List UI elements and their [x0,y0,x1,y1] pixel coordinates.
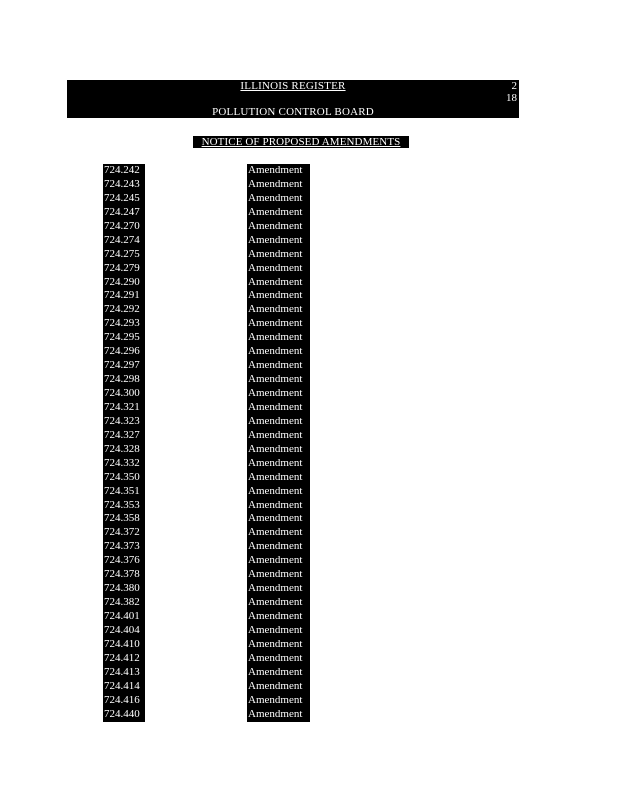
proposed-action: Amendment [247,401,310,415]
section-number: 724.293 [103,317,145,331]
section-number: 724.404 [103,624,145,638]
list-item [0,596,618,610]
section-number: 724.380 [103,582,145,596]
section-number: 724.350 [103,471,145,485]
section-number: 724.298 [103,373,145,387]
section-number: 724.300 [103,387,145,401]
section-number: 724.242 [103,164,145,178]
agency-name: POLLUTION CONTROL BOARD [212,106,374,118]
list-item [0,178,618,192]
section-number: 724.401 [103,610,145,624]
proposed-action: Amendment [247,666,310,680]
list-item [0,401,618,415]
section-number: 724.328 [103,443,145,457]
section-number: 724.382 [103,596,145,610]
proposed-action: Amendment [247,359,310,373]
list-item [0,206,618,220]
section-number: 724.413 [103,666,145,680]
list-item [0,192,618,206]
section-number: 724.321 [103,401,145,415]
section-number: 724.290 [103,276,145,290]
page-number: 2 [511,80,517,92]
list-item [0,680,618,694]
list-item [0,526,618,540]
proposed-action: Amendment [247,178,310,192]
section-number: 724.412 [103,652,145,666]
proposed-action: Amendment [247,415,310,429]
proposed-action: Amendment [247,652,310,666]
list-item [0,345,618,359]
volume-number: 18 [506,92,517,104]
section-number: 724.414 [103,680,145,694]
list-item [0,499,618,513]
proposed-action: Amendment [247,164,310,178]
proposed-action: Amendment [247,624,310,638]
section-number: 724.378 [103,568,145,582]
section-number: 724.274 [103,234,145,248]
list-item [0,610,618,624]
proposed-action: Amendment [247,526,310,540]
proposed-action: Amendment [247,680,310,694]
list-item [0,666,618,680]
list-item [0,303,618,317]
list-item [0,694,618,708]
proposed-action: Amendment [247,429,310,443]
proposed-action: Amendment [247,373,310,387]
section-number: 724.323 [103,415,145,429]
proposed-action: Amendment [247,554,310,568]
register-header [67,80,519,118]
list-item [0,331,618,345]
list-item [0,485,618,499]
proposed-action: Amendment [247,262,310,276]
list-item [0,373,618,387]
proposed-action: Amendment [247,512,310,526]
proposed-action: Amendment [247,303,310,317]
list-item [0,652,618,666]
page-reference [506,80,517,104]
list-item [0,708,618,722]
proposed-action: Amendment [247,457,310,471]
proposed-action: Amendment [247,206,310,220]
proposed-action: Amendment [247,638,310,652]
section-number: 724.416 [103,694,145,708]
list-item [0,220,618,234]
section-number: 724.292 [103,303,145,317]
proposed-action: Amendment [247,192,310,206]
proposed-action: Amendment [247,248,310,262]
proposed-action: Amendment [247,694,310,708]
proposed-action: Amendment [247,234,310,248]
section-number: 724.358 [103,512,145,526]
list-item [0,540,618,554]
list-item [0,471,618,485]
list-item [0,582,618,596]
section-number: 724.297 [103,359,145,373]
proposed-action: Amendment [247,499,310,513]
section-number: 724.295 [103,331,145,345]
list-item [0,512,618,526]
list-item [0,289,618,303]
section-number: 724.332 [103,457,145,471]
proposed-action: Amendment [247,345,310,359]
section-number: 724.376 [103,554,145,568]
section-number: 724.353 [103,499,145,513]
section-number: 724.351 [103,485,145,499]
list-item [0,164,618,178]
section-number: 724.243 [103,178,145,192]
notice-heading: NOTICE OF PROPOSED AMENDMENTS [193,136,409,148]
list-item [0,415,618,429]
proposed-action: Amendment [247,485,310,499]
proposed-action: Amendment [247,331,310,345]
list-item [0,554,618,568]
proposed-action: Amendment [247,568,310,582]
list-item [0,276,618,290]
proposed-action: Amendment [247,387,310,401]
register-title: ILLINOIS REGISTER [240,80,346,92]
list-item [0,262,618,276]
list-item [0,248,618,262]
section-number: 724.291 [103,289,145,303]
proposed-action: Amendment [247,540,310,554]
section-number: 724.270 [103,220,145,234]
section-number: 724.373 [103,540,145,554]
proposed-action: Amendment [247,443,310,457]
proposed-action: Amendment [247,276,310,290]
list-item [0,624,618,638]
proposed-action: Amendment [247,582,310,596]
section-number: 724.372 [103,526,145,540]
section-number: 724.275 [103,248,145,262]
section-number: 724.279 [103,262,145,276]
section-number: 724.327 [103,429,145,443]
section-number: 724.440 [103,708,145,722]
section-number: 724.410 [103,638,145,652]
list-item [0,387,618,401]
list-item [0,638,618,652]
proposed-action: Amendment [247,289,310,303]
section-number: 724.296 [103,345,145,359]
proposed-action: Amendment [247,317,310,331]
list-item [0,568,618,582]
proposed-action: Amendment [247,596,310,610]
sections-list [0,164,618,722]
section-number: 724.245 [103,192,145,206]
proposed-action: Amendment [247,708,310,722]
list-item [0,317,618,331]
list-item [0,443,618,457]
list-item [0,457,618,471]
list-item [0,359,618,373]
list-item [0,234,618,248]
list-item [0,429,618,443]
proposed-action: Amendment [247,610,310,624]
proposed-action: Amendment [247,471,310,485]
proposed-action: Amendment [247,220,310,234]
section-number: 724.247 [103,206,145,220]
